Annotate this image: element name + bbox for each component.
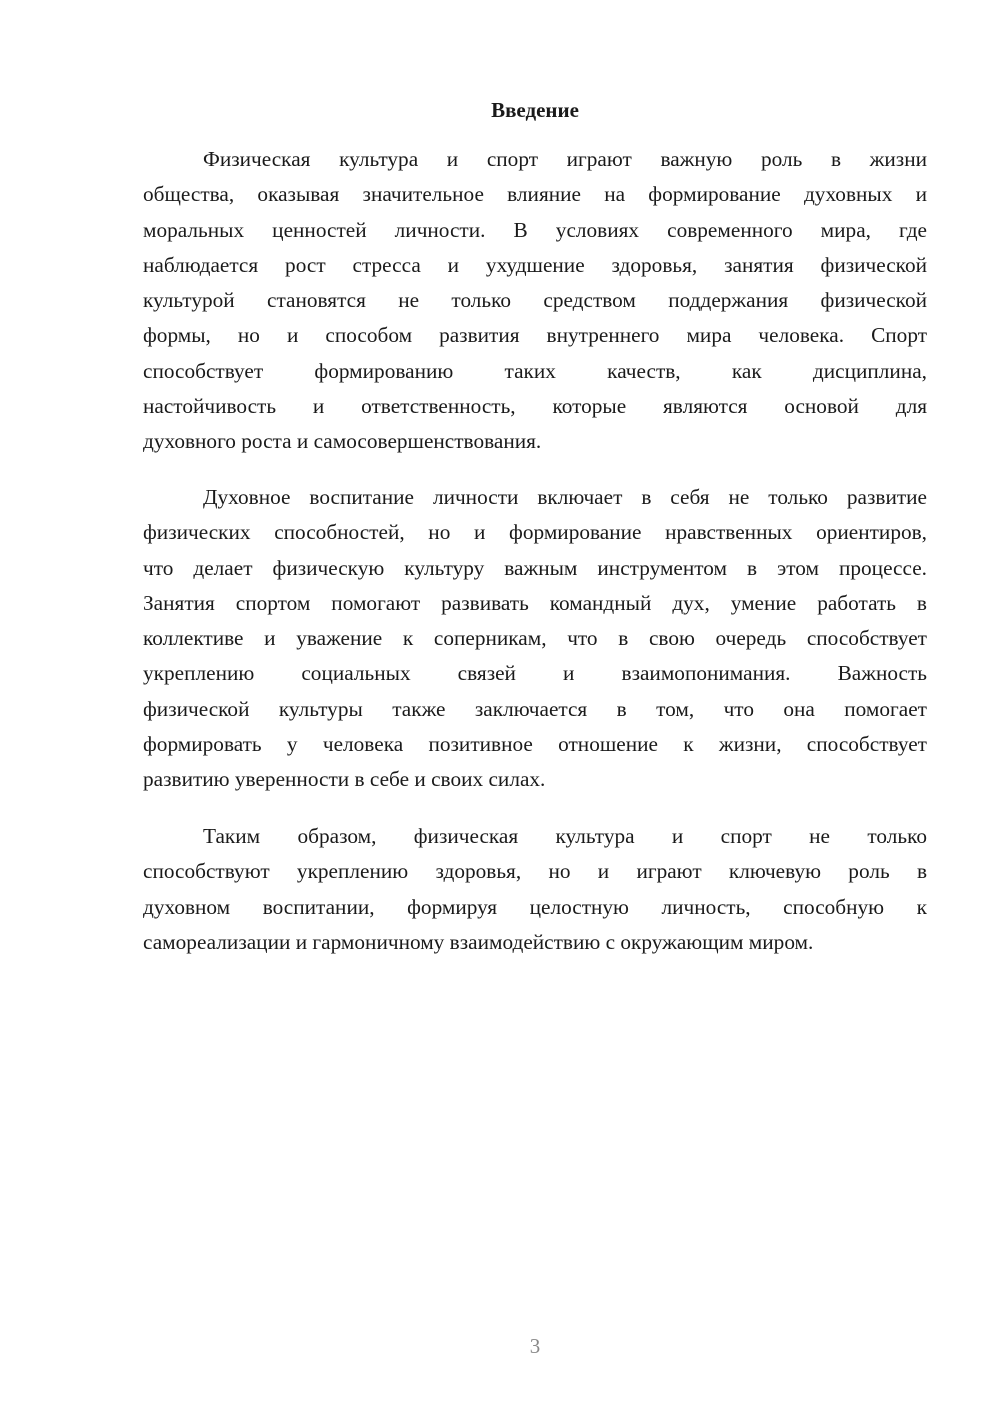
text-line: Духовное воспитание личности включает в себя не только развитие [203,485,927,509]
text-line: что делает физическую культуру важным инструментом в этом процессе. [143,555,927,580]
text-line: способствуют укреплению здоровья, но и играют ключевую роль в [143,859,927,884]
text-line: Физическая культура и спорт играют важную роль в жизни [203,147,927,171]
text-line: способствует формированию таких качеств, как дисциплина, [143,358,927,383]
text-line: коллективе и уважение к соперникам, что в свою очередь способствует [143,626,927,651]
text-line: моральных ценностей личности. В условиях современного мира, где [143,217,927,242]
text-line: духовного роста и самосовершенствования. [143,429,542,454]
text-line: настойчивость и ответственность, которые являются основой для [143,394,927,419]
text-line: духовном воспитании, формируя целостную личность, способную к [143,894,927,919]
text-line: Занятия спортом помогают развивать командный дух, умение работать в [143,590,927,615]
text-line: Таким образом, физическая культура и спорт не только [203,824,927,848]
text-line: культурой становятся не только средством поддержания физической [143,288,927,313]
section-title: Введение [491,98,579,122]
text-line: формировать у человека позитивное отношение к жизни, способствует [143,732,927,757]
paragraph-3 [143,819,927,960]
text-line: общества, оказывая значительное влияние на формирование духовных и [143,182,927,207]
text-line: наблюдается рост стресса и ухудшение здоровья, занятия физической [143,252,927,277]
paragraph-1 [143,142,927,460]
text-line: развитию уверенности в себе и своих силах. [143,767,546,792]
text-line: физических способностей, но и формирование нравственных ориентиров, [143,520,927,545]
text-line: формы, но и способом развития внутреннего мира человека. Спорт [143,323,927,348]
text-line: физической культуры также заключается в том, что она помогает [143,696,927,721]
text-line: укреплению социальных связей и взаимопонимания. Важность [143,661,927,686]
page-number: 3 [529,1334,541,1358]
paragraph-2 [143,480,927,798]
text-line: самореализации и гармоничному взаимодействию с окружающим миром. [143,929,814,954]
